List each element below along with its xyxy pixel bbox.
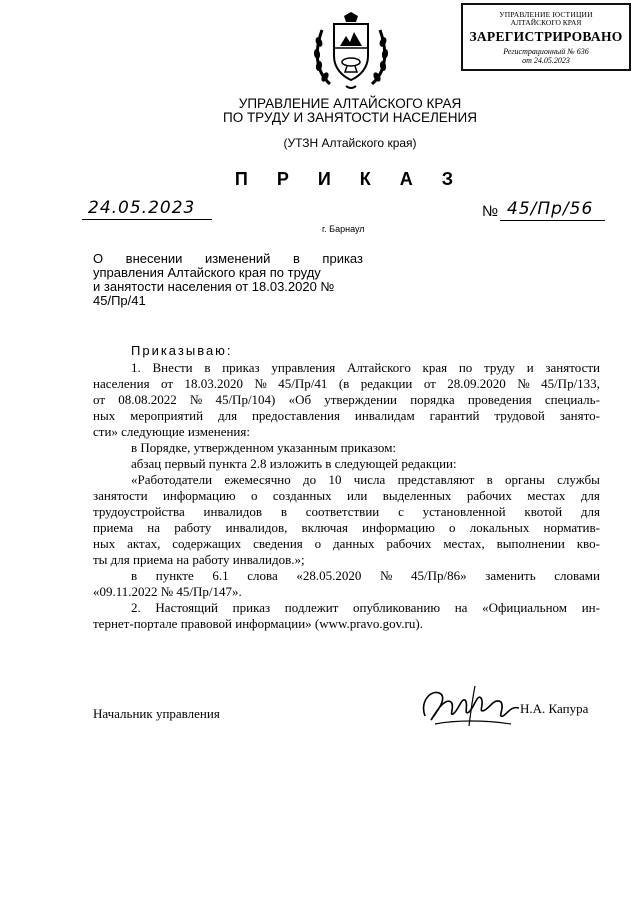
body-word: содержащих bbox=[172, 536, 242, 551]
body-word: гарантий bbox=[429, 408, 480, 423]
body-word: для bbox=[580, 488, 600, 503]
body-word: 45/Пр/133, bbox=[541, 376, 600, 391]
body-line: в Порядке, утвержденном указанным приказом: bbox=[131, 440, 397, 455]
body-word: специаль- bbox=[544, 392, 600, 407]
order-word: Приказываю: bbox=[131, 343, 233, 358]
body-word: органы bbox=[505, 472, 545, 487]
body-word: редакции bbox=[360, 376, 413, 391]
body-word: ных bbox=[93, 408, 116, 423]
body-word: на bbox=[454, 600, 468, 615]
subject-word: приказ bbox=[322, 251, 363, 266]
body-word: № bbox=[517, 376, 530, 391]
body-word: 2. bbox=[131, 600, 141, 615]
body-word: 1. bbox=[131, 360, 141, 375]
body-word: с bbox=[398, 504, 404, 519]
document-date: 24.05.2023 bbox=[88, 198, 196, 218]
body-word: или bbox=[346, 488, 368, 503]
body-word: предоставления bbox=[251, 408, 340, 423]
subject-word: внесении bbox=[125, 251, 183, 266]
body-word: от bbox=[161, 376, 174, 391]
registration-stamp bbox=[461, 3, 631, 71]
body-word: управления bbox=[271, 360, 336, 375]
body-word: 45/Пр/86» bbox=[410, 568, 467, 583]
signatory-name: Н.А. Капура bbox=[520, 701, 589, 716]
body-line bbox=[93, 600, 600, 616]
body-word: слова bbox=[247, 568, 278, 583]
body-word: в bbox=[486, 472, 493, 487]
body-word: инвалидам bbox=[354, 408, 415, 423]
subject-word: О bbox=[93, 251, 104, 266]
stamp-reg-number: Регистрационный № 636 bbox=[503, 47, 589, 56]
body-word: информацию bbox=[362, 520, 435, 535]
body-word: для bbox=[217, 408, 238, 423]
body-word: порядка bbox=[410, 392, 455, 407]
document-subject bbox=[93, 252, 363, 308]
body-word: информацию bbox=[162, 488, 236, 503]
handwritten-signature-icon bbox=[415, 680, 525, 730]
body-word: сведения bbox=[253, 536, 303, 551]
body-word: мероприятий bbox=[130, 408, 204, 423]
number-label: № bbox=[482, 203, 499, 220]
body-word: рабочих bbox=[386, 536, 432, 551]
body-word: 18.03.2020 bbox=[184, 376, 243, 391]
body-word: 08.08.2022 bbox=[118, 392, 177, 407]
body-word: края bbox=[422, 360, 448, 375]
body-word: населения bbox=[93, 376, 150, 391]
body-word: и bbox=[526, 360, 534, 375]
body-word: на bbox=[147, 520, 161, 535]
body-word: о bbox=[449, 520, 456, 535]
org-name-line2: ПО ТРУДУ И ЗАНЯТОСТИ НАСЕЛЕНИЯ bbox=[222, 110, 478, 125]
body-word: от bbox=[93, 392, 106, 407]
body-word: занятости bbox=[545, 360, 600, 375]
subject-word: изменений bbox=[204, 251, 271, 266]
body-word: местах, bbox=[443, 536, 485, 551]
subject-line2: управления Алтайского края по труду bbox=[93, 265, 321, 280]
body-word: выполнении bbox=[496, 536, 565, 551]
body-word: 10 bbox=[328, 472, 342, 487]
body-word: рабочих bbox=[466, 488, 512, 503]
body-word: трудоустройства bbox=[93, 504, 185, 519]
subject-line1 bbox=[93, 252, 363, 266]
body-line bbox=[93, 504, 600, 520]
body-word: Внести bbox=[152, 360, 193, 375]
body-word: ных bbox=[93, 536, 116, 551]
subject-word: в bbox=[292, 251, 300, 266]
body-word: работу bbox=[174, 520, 212, 535]
body-line bbox=[93, 472, 600, 488]
body-word: инвалидов, bbox=[225, 520, 288, 535]
body-word: норматив- bbox=[543, 520, 600, 535]
body-line bbox=[93, 408, 600, 424]
body-word: представляют bbox=[397, 472, 475, 487]
body-line bbox=[93, 568, 600, 584]
body-word: ин- bbox=[581, 600, 600, 615]
body-word: о bbox=[314, 536, 322, 551]
stamp-status: ЗАРЕГИСТРИРОВАНО bbox=[469, 29, 623, 44]
body-word: квотой bbox=[524, 504, 563, 519]
document-number: 45/Пр/56 bbox=[507, 199, 594, 219]
body-word: 6.1 bbox=[212, 568, 229, 583]
body-word: данных bbox=[333, 536, 375, 551]
body-word: трудовой bbox=[494, 408, 545, 423]
body-line bbox=[93, 488, 600, 504]
body-word: 45/Пр/104) bbox=[215, 392, 276, 407]
body-word: (в bbox=[338, 376, 350, 391]
body-word: созданных bbox=[272, 488, 332, 503]
body-word: «Официальном bbox=[482, 600, 568, 615]
body-line bbox=[93, 536, 600, 552]
body-line: абзац первый пункта 2.8 изложить в следующей редакции: bbox=[131, 456, 457, 471]
body-word: в bbox=[280, 504, 287, 519]
body-line: «09.11.2022 № 45/Пр/147». bbox=[93, 584, 242, 599]
body-word: № bbox=[254, 376, 267, 391]
body-line bbox=[93, 520, 600, 536]
body-word: службы bbox=[557, 472, 600, 487]
body-word: актах, bbox=[127, 536, 161, 551]
body-word: выделенных bbox=[382, 488, 452, 503]
body-word: инвалидов bbox=[203, 504, 263, 519]
body-word: по bbox=[458, 360, 473, 375]
body-word: занятости bbox=[93, 488, 148, 503]
body-word: труду bbox=[484, 360, 515, 375]
body-word: «Работодатели bbox=[131, 472, 213, 487]
body-word: кво- bbox=[576, 536, 600, 551]
body-word: пункте bbox=[155, 568, 194, 583]
signatory-position: Начальник управления bbox=[93, 706, 220, 721]
coat-of-arms-icon bbox=[310, 12, 392, 92]
body-word: приема bbox=[93, 520, 134, 535]
body-word: «28.05.2020 bbox=[296, 568, 362, 583]
body-word: подлежит bbox=[284, 600, 339, 615]
body-word: о bbox=[251, 488, 258, 503]
body-line: ты для приема на работу инвалидов.»; bbox=[93, 552, 305, 567]
stamp-authority-line2: АЛТАЙСКОГО КРАЯ bbox=[510, 18, 582, 27]
body-word: опубликованию bbox=[353, 600, 441, 615]
body-line bbox=[93, 360, 600, 376]
subject-line4: 45/Пр/41 bbox=[93, 293, 146, 308]
body-word: 28.09.2020 bbox=[447, 376, 506, 391]
body-word: № bbox=[189, 392, 203, 407]
body-word: 45/Пр/41 bbox=[278, 376, 328, 391]
city: г. Барнаул bbox=[322, 224, 365, 234]
body-word: Настоящий bbox=[155, 600, 219, 615]
body-word: приказ bbox=[222, 360, 260, 375]
body-word: для bbox=[580, 504, 600, 519]
body-word: приказ bbox=[232, 600, 271, 615]
body-word: в bbox=[204, 360, 211, 375]
body-line bbox=[93, 392, 600, 408]
body-word: в bbox=[131, 568, 138, 583]
body-line: тернет-портале правовой информации» (www.pravo.gov.ru). bbox=[93, 616, 423, 631]
subject-line3: и занятости населения от 18.03.2020 № bbox=[93, 279, 335, 294]
body-word: локальных bbox=[469, 520, 530, 535]
document-type-title: П Р И К А З bbox=[234, 169, 466, 189]
body-word: соответствии bbox=[305, 504, 380, 519]
body-word: проведения bbox=[467, 392, 532, 407]
body-word: заменить bbox=[485, 568, 536, 583]
stamp-authority-line1: УПРАВЛЕНИЕ ЮСТИЦИИ bbox=[499, 10, 593, 19]
body-word: «Об bbox=[288, 392, 312, 407]
body-word: местах bbox=[527, 488, 566, 503]
body-word: занято- bbox=[559, 408, 600, 423]
body-word: ежемесячно bbox=[224, 472, 291, 487]
body-line bbox=[93, 376, 600, 392]
stamp-reg-date: от 24.05.2023 bbox=[522, 56, 570, 65]
org-abbreviation: (УТЗН Алтайского края) bbox=[283, 136, 417, 150]
org-name-line1: УПРАВЛЕНИЕ АЛТАЙСКОГО КРАЯ bbox=[238, 96, 462, 111]
body-word: числа bbox=[353, 472, 386, 487]
body-word: включая bbox=[301, 520, 348, 535]
body-word: утверждении bbox=[324, 392, 398, 407]
body-word: Алтайского bbox=[346, 360, 411, 375]
body-word: № bbox=[379, 568, 393, 583]
number-underline bbox=[500, 220, 605, 221]
body-word: от bbox=[423, 376, 436, 391]
document-body bbox=[93, 360, 600, 632]
body-word: до bbox=[303, 472, 317, 487]
body-word: словами bbox=[554, 568, 600, 583]
body-word: установленной bbox=[422, 504, 506, 519]
body-line: сти» следующие изменения: bbox=[93, 424, 250, 439]
date-underline bbox=[82, 219, 212, 220]
